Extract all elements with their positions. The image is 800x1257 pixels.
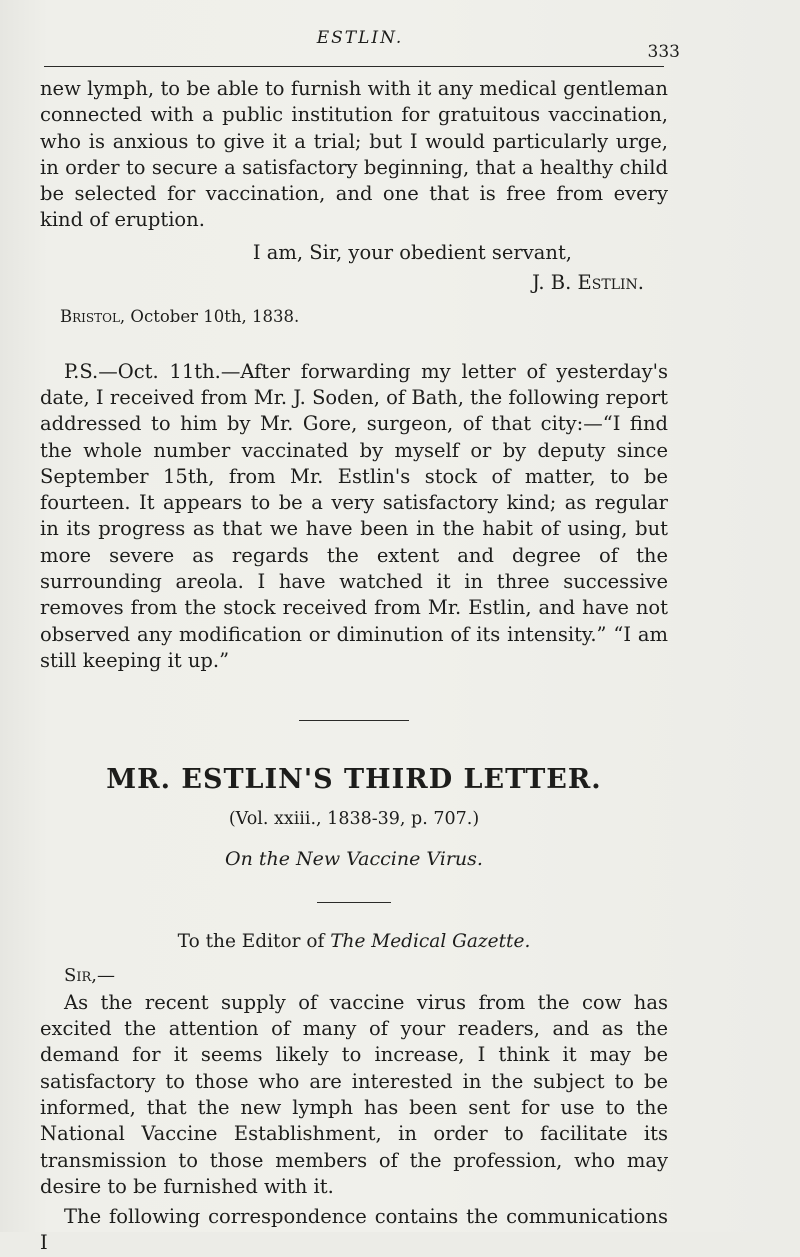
date: October 10th, 1838. xyxy=(125,307,300,327)
third-letter-paragraph-1: As the recent supply of vaccine virus from the cow has excited the attention of many of your readers, and as the demand for it seems likely to increase, I think it may be satisfactory to those who are interested in the subject to be informed, that the new lymph has been sent for use to the National Vaccine Establishment, in order to facilitate its transmission to those members of the profession, who may desire to be furnished with it. xyxy=(40,990,668,1198)
page-number: 333 xyxy=(647,42,680,62)
running-title: ESTLIN. xyxy=(316,28,404,48)
page-header xyxy=(40,22,680,62)
addressee-prefix: To the Editor of xyxy=(177,931,331,953)
addressee-line xyxy=(40,929,668,955)
header-rule xyxy=(44,66,664,67)
subject-divider xyxy=(317,902,391,903)
volume-reference: (Vol. xxiii., 1838-39, p. 707.) xyxy=(228,808,480,829)
section-subject: On the New Vaccine Virus. xyxy=(225,847,483,870)
signature-initials: J. B. xyxy=(532,271,578,295)
publication-name: The Medical Gazette. xyxy=(330,931,531,953)
page-body xyxy=(40,76,668,1257)
section-title: MR. ESTLIN'S THIRD LETTER. xyxy=(106,764,602,796)
signature-name: Estlin. xyxy=(577,271,644,295)
section-divider xyxy=(299,720,409,721)
letter-dateline xyxy=(60,304,668,330)
letter-continuation-paragraph: new lymph, to be able to furnish with it any medical gentleman connected with a public institution for gratuitous vaccination, who is anxious to give it a trial; but I would particularly urge, in order to secure a satisfactory beginning, that a healthy child be selected for vaccination, and one that is free from every kind of eruption. xyxy=(40,77,668,232)
date-place: Bristol, xyxy=(60,307,126,327)
postscript-paragraph: P.S.—Oct. 11th.—After forwarding my letter of yesterday's date, I received from Mr. J. Soden, of Bath, the following report addressed to him by Mr. Gore, surgeon, of that city:—“I find the whole number vaccinated by myself or by deputy since September 15th, from Mr. Estlin's stock of matter, to be fourteen. It appears to be a very satisfactory kind; as regular in its progress as that we have been in the habit of using, but more severe as regards the extent and degree of the surrounding areola. I have watched it in three successive removes from the stock received from Mr. Estlin, and have not observed any modification or diminution of its intensity.” “I am still keeping it up.” xyxy=(40,359,668,672)
salutation: Sir,— xyxy=(64,965,115,987)
letter-signature xyxy=(40,270,668,296)
letter-closing: I am, Sir, your obedient servant, xyxy=(252,240,572,264)
third-letter-paragraph-2: The following correspondence contains the communications I xyxy=(40,1205,668,1255)
